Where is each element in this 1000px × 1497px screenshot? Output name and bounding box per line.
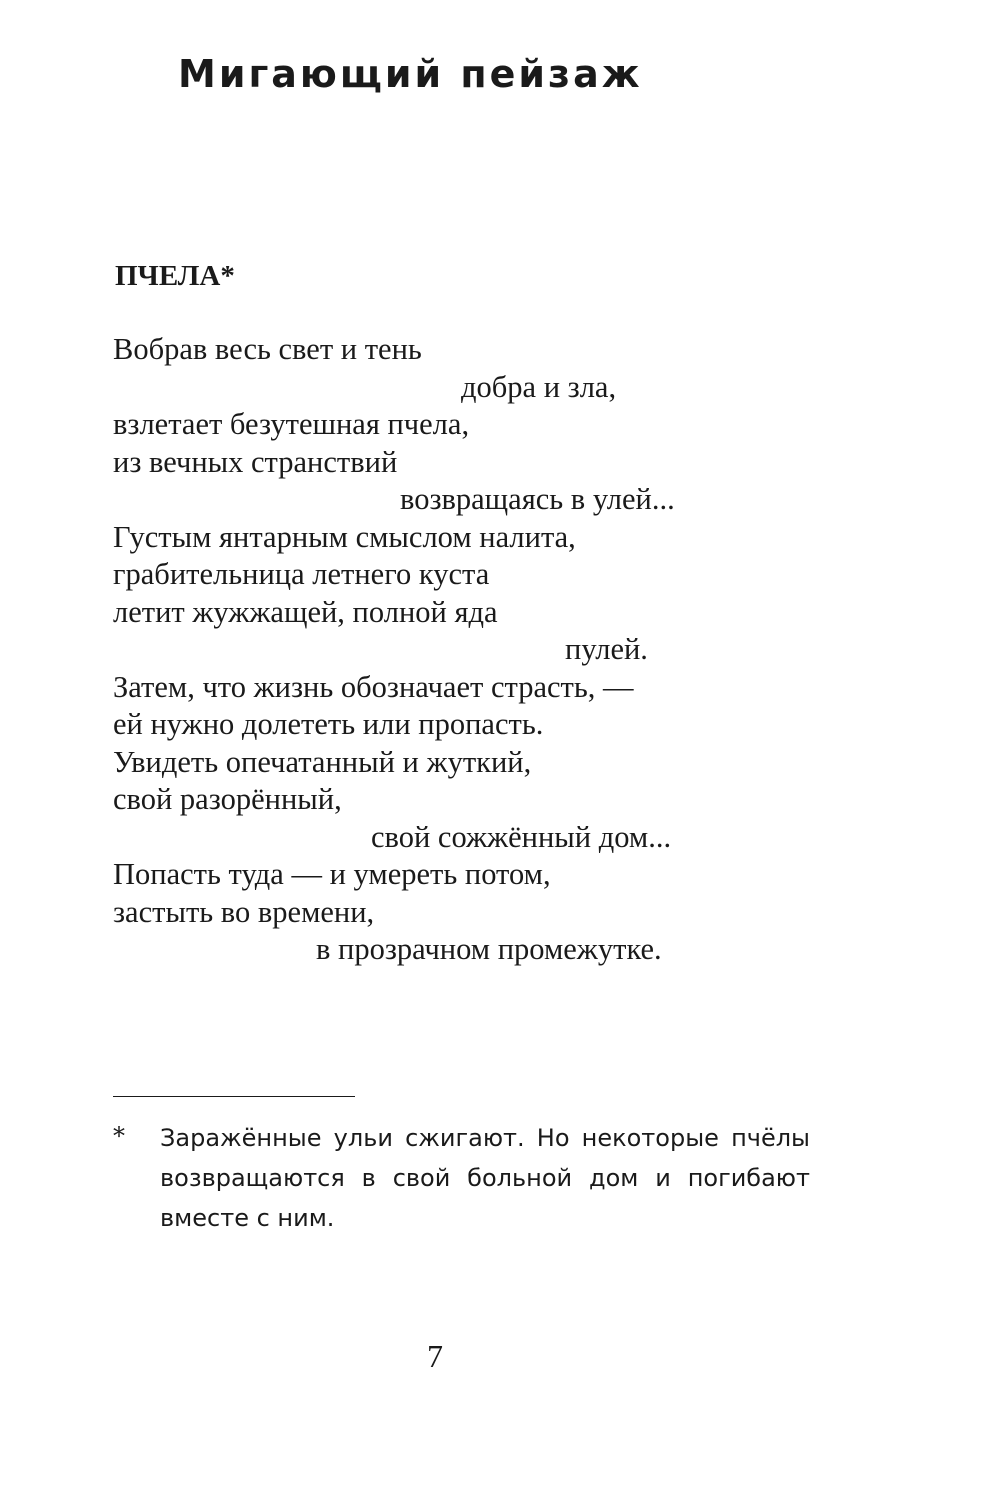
- running-title: Мигающий пейзаж: [178, 52, 643, 96]
- poem-line: Вобрав весь свет и тень: [113, 332, 422, 366]
- page-number: 7: [427, 1338, 443, 1374]
- poem-line: ей нужно долететь или пропасть.: [113, 707, 544, 741]
- poem-line: свой сожжённый дом...: [371, 819, 672, 854]
- poem-line: возвращаясь в улей...: [400, 482, 675, 516]
- poem-line: Попасть туда — и умереть потом,: [113, 857, 551, 891]
- poem-line: Густым янтарным смыслом налита,: [113, 519, 576, 554]
- poem-body: [113, 331, 675, 969]
- poem-line: добра и зла,: [461, 369, 617, 404]
- poem-title: ПЧЕЛА*: [115, 260, 235, 292]
- footnote-asterisk: *: [113, 1122, 125, 1150]
- poem-line: взлетает безутешная пчела,: [113, 407, 470, 441]
- poem-line: пулей.: [565, 632, 648, 666]
- poem-line: Затем, что жизнь обозначает страсть, —: [113, 669, 634, 704]
- poem-line: в прозрачном промежутке.: [316, 932, 662, 966]
- footnote-divider: [113, 1096, 355, 1097]
- poem-line: из вечных странствий: [113, 444, 398, 479]
- poem-line: летит жужжащей, полной яда: [113, 594, 498, 629]
- poem-line: свой разорённый,: [113, 782, 342, 816]
- poem-line: застыть во времени,: [113, 894, 375, 929]
- footnote-text: Заражённые ульи сжигают. Но некоторые пчёлы возвращаются в свой больной дом и погибают вместе с ним.: [160, 1124, 810, 1232]
- poem-line: грабительница летнего куста: [113, 557, 490, 591]
- poem-line: Увидеть опечатанный и жуткий,: [113, 744, 532, 779]
